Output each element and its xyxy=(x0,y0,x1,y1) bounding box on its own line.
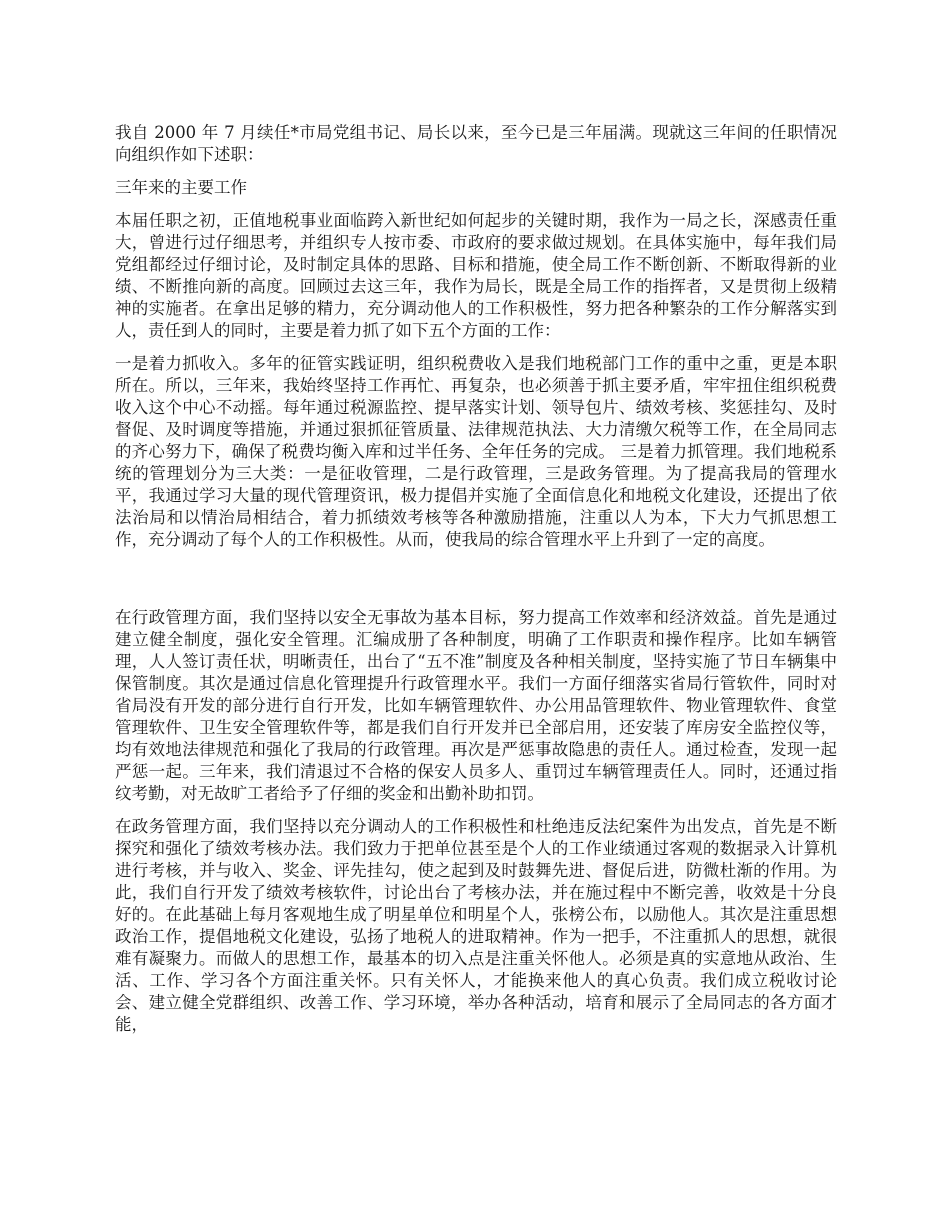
document-body xyxy=(115,122,837,1047)
intro-paragraph: 我自 2000 年 7 月续任*市局党组书记、局长以来，至今已是三年届满。现就这三年间的任职情况向组织作如下述职： xyxy=(115,123,837,164)
section-heading: 三年来的主要工作 xyxy=(115,178,247,197)
revenue-management-paragraph: 一是着力抓收入。多年的征管实践证明，组织税费收入是我们地税部门工作的重中之重，更是本职所在。所以，三年来，我始终坚持工作再忙、再复杂，也必须善于抓主要矛盾，牢牢扭住组织税费收入这个中心不动摇。每年通过税源监控、提早落实计划、领导包片、绩效考核、奖惩挂勾、及时督促、及时调度等措施，并通过狠抓征管质量、法律规范执法、大力清缴欠税等工作，在全局同志的齐心努力下，确保了税费均衡入库和过半任务、全年任务的完成。 三是着力抓管理。我们地税系统的管理划分为三大类：一是征收管理，二是行政管理，三是政务管理。为了提高我局的管理水平，我通过学习大量的现代管理资讯，极力提倡并实施了全面信息化和地税文化建设，还提出了依法治局和以情治局相结合，着力抓绩效考核等各种激励措施，注重以人为本，下大力气抓思想工作，充分调动了每个人的工作积极性。从而，使我局的综合管理水平上升到了一定的高度。 xyxy=(115,354,837,549)
administrative-management-paragraph: 在行政管理方面，我们坚持以安全无事故为基本目标，努力提高工作效率和经济效益。首先是通过建立健全制度，强化安全管理。汇编成册了各种制度，明确了工作职责和操作程序。比如车辆管理，人人签订责任状，明晰责任，出台了“五不准”制度及各种相关制度，坚持实施了节日车辆集中保管制度。其次是通过信息化管理提升行政管理水平。我们一方面仔细落实省局行管软件，同时对省局没有开发的部分进行自行开发，比如车辆管理软件、办公用品管理软件、物业管理软件、食堂管理软件、卫生安全管理软件等，都是我们自行开发并已全部启用，还安装了库房安全监控仪等，均有效地法律规范和强化了我局的行政管理。再次是严惩事故隐患的责任人。通过检查，发现一起严惩一起。三年来，我们清退过不合格的保安人员多人、重罚过车辆管理责任人。同时，还通过指纹考勤，对无故旷工者给予了仔细的奖金和出勤补助扣罚。 xyxy=(115,608,837,803)
government-affairs-paragraph: 在政务管理方面，我们坚持以充分调动人的工作积极性和杜绝违反法纪案件为出发点，首先是不断探究和强化了绩效考核办法。我们致力于把单位甚至是个人的工作业绩通过客观的数据录入计算机进行考核，并与收入、奖金、评先挂勾，使之起到及时鼓舞先进、督促后进，防微杜渐的作用。为此，我们自行开发了绩效考核软件，讨论出台了考核办法，并在施过程中不断完善，收效是十分良好的。在此基础上每月客观地生成了明星单位和明星个人，张榜公布，以励他人。其次是注重思想政治工作，提倡地税文化建设，弘扬了地税人的进取精神。作为一把手，不注重抓人的思想，就很难有凝聚力。而做人的思想工作，最基本的切入点是注重关怀他人。必须是真的实意地从政治、生活、工作、学习各个方面注重关怀。只有关怀人，才能换来他人的真心负责。我们成立税收讨论会、建立健全党群组织、改善工作、学习环境，举办各种活动，培育和展示了全局同志的各方面才能， xyxy=(115,817,837,1034)
overview-paragraph: 本届任职之初，正值地税事业面临跨入新世纪如何起步的关键时期，我作为一局之长，深感责任重大，曾进行过仔细思考，并组织专人按市委、市政府的要求做过规划。在具体实施中，每年我们局党组都经过仔细讨论，及时制定具体的思路、目标和措施，使全局工作不断创新、不断取得新的业绩、不断推向新的高度。回顾过去这三年，我作为局长，既是全局工作的指挥者，又是贯彻上级精神的实施者。在拿出足够的精力，充分调动他人的工作积极性，努力把各种繁杂的工作分解落实到人，责任到人的同时，主要是着力抓了如下五个方面的工作： xyxy=(115,211,837,340)
